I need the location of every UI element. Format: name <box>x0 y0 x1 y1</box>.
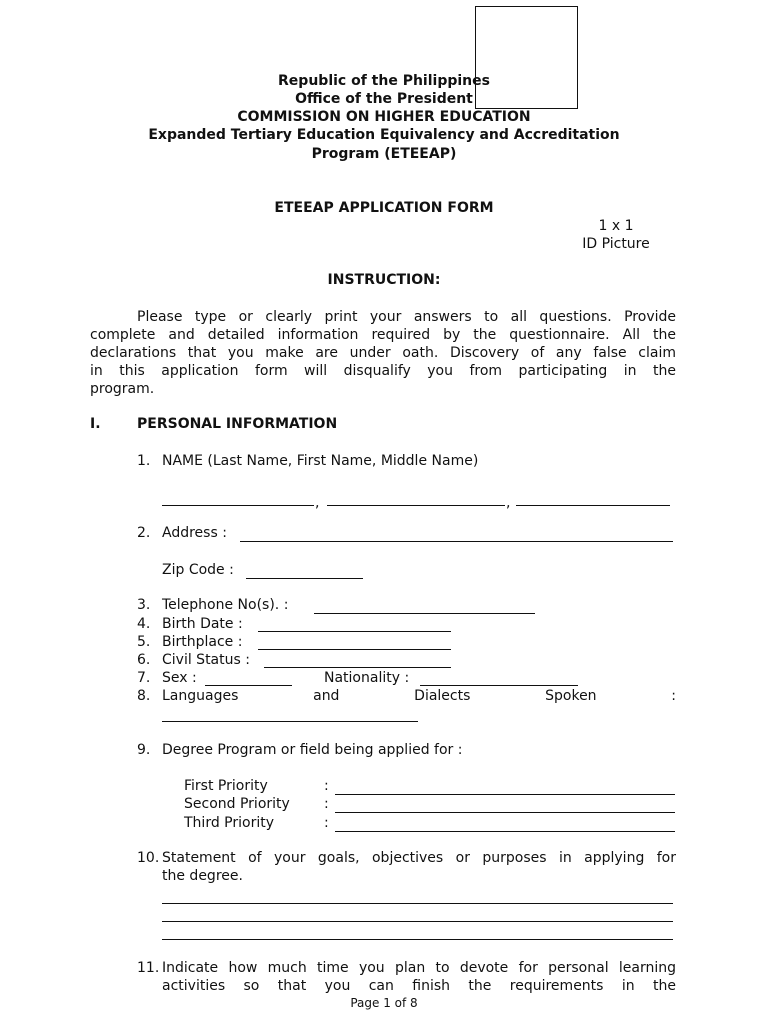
telephone-label: Telephone No(s). : <box>162 597 289 613</box>
sex-field[interactable] <box>205 685 292 686</box>
zip-label: Zip Code : <box>162 562 234 578</box>
section-title: PERSONAL INFORMATION <box>137 416 338 432</box>
first-name-field[interactable] <box>327 505 505 506</box>
name-label: NAME (Last Name, First Name, Middle Name) <box>162 453 479 469</box>
first-priority-label: First Priority <box>184 778 268 794</box>
instruction-line: program. <box>90 381 155 397</box>
instruction-line: declarations that you make are under oath. Discovery of any false claim <box>90 345 676 361</box>
separator: , <box>315 495 320 511</box>
second-priority-label: Second Priority <box>184 796 290 812</box>
item-number: 7. <box>137 670 151 686</box>
photo-size: 1 x 1 <box>598 218 634 234</box>
second-priority-field[interactable] <box>335 812 675 813</box>
item-number: 3. <box>137 597 151 613</box>
languages-label <box>162 687 676 705</box>
goals-label-cont: the degree. <box>162 868 243 884</box>
instruction-line: in this application form will disqualify you from participating in the <box>90 363 676 379</box>
form-title: ETEEAP APPLICATION FORM <box>274 200 494 216</box>
header-republic: Republic of the Philippines <box>278 73 490 89</box>
colon: : <box>324 796 329 812</box>
goals-field-line[interactable] <box>162 903 673 904</box>
header-program: Expanded Tertiary Education Equivalency and Accreditation <box>148 127 620 143</box>
third-priority-label: Third Priority <box>184 815 274 831</box>
goals-field-line[interactable] <box>162 939 673 940</box>
item-number: 4. <box>137 616 151 632</box>
colon: : <box>324 778 329 794</box>
label-word: Spoken <box>545 688 597 704</box>
header-commission: COMMISSION ON HIGHER EDUCATION <box>237 109 531 125</box>
civil-status-label: Civil Status : <box>162 652 250 668</box>
section-number: I. <box>90 416 101 432</box>
label-word: : <box>671 688 676 704</box>
instruction-line: complete and detailed information required by the questionnaire. All the <box>90 327 676 343</box>
instruction-heading: INSTRUCTION: <box>327 272 441 288</box>
item-number: 11. <box>137 960 160 976</box>
item-number: 10. <box>137 850 160 866</box>
item-number: 2. <box>137 525 151 541</box>
instruction-line: Please type or clearly print your answers to all questions. Provide <box>137 309 676 325</box>
time-label-cont: activities so that you can finish the requirements in the <box>162 978 676 994</box>
page-number: Page 1 of 8 <box>350 996 418 1010</box>
separator: , <box>506 495 511 511</box>
label-word: Languages <box>162 688 239 704</box>
telephone-field[interactable] <box>314 613 535 614</box>
label-word: Dialects <box>414 688 471 704</box>
goals-label: Statement of your goals, objectives or purposes in applying for <box>162 850 676 866</box>
birth-date-label: Birth Date : <box>162 616 243 632</box>
header-program-abbr: Program (ETEEAP) <box>311 146 457 162</box>
goals-field-line[interactable] <box>162 921 673 922</box>
item-number: 9. <box>137 742 151 758</box>
middle-name-field[interactable] <box>516 505 670 506</box>
item-number: 5. <box>137 634 151 650</box>
degree-label: Degree Program or field being applied for : <box>162 742 463 758</box>
civil-status-field[interactable] <box>264 667 451 668</box>
sex-label: Sex : <box>162 670 197 686</box>
photo-label: ID Picture <box>582 236 650 252</box>
third-priority-field[interactable] <box>335 831 675 832</box>
item-number: 8. <box>137 688 151 704</box>
nationality-label: Nationality : <box>324 670 410 686</box>
birth-date-field[interactable] <box>258 631 451 632</box>
address-label: Address : <box>162 525 227 541</box>
header-office: Office of the President <box>295 91 473 107</box>
item-number: 1. <box>137 453 151 469</box>
label-word: and <box>313 688 340 704</box>
time-label: Indicate how much time you plan to devote for personal learning <box>162 960 676 976</box>
zip-field[interactable] <box>246 578 363 579</box>
birthplace-field[interactable] <box>258 649 451 650</box>
birthplace-label: Birthplace : <box>162 634 243 650</box>
colon: : <box>324 815 329 831</box>
nationality-field[interactable] <box>420 685 578 686</box>
address-field[interactable] <box>240 541 673 542</box>
languages-field[interactable] <box>162 721 418 722</box>
item-number: 6. <box>137 652 151 668</box>
last-name-field[interactable] <box>162 505 314 506</box>
first-priority-field[interactable] <box>335 794 675 795</box>
